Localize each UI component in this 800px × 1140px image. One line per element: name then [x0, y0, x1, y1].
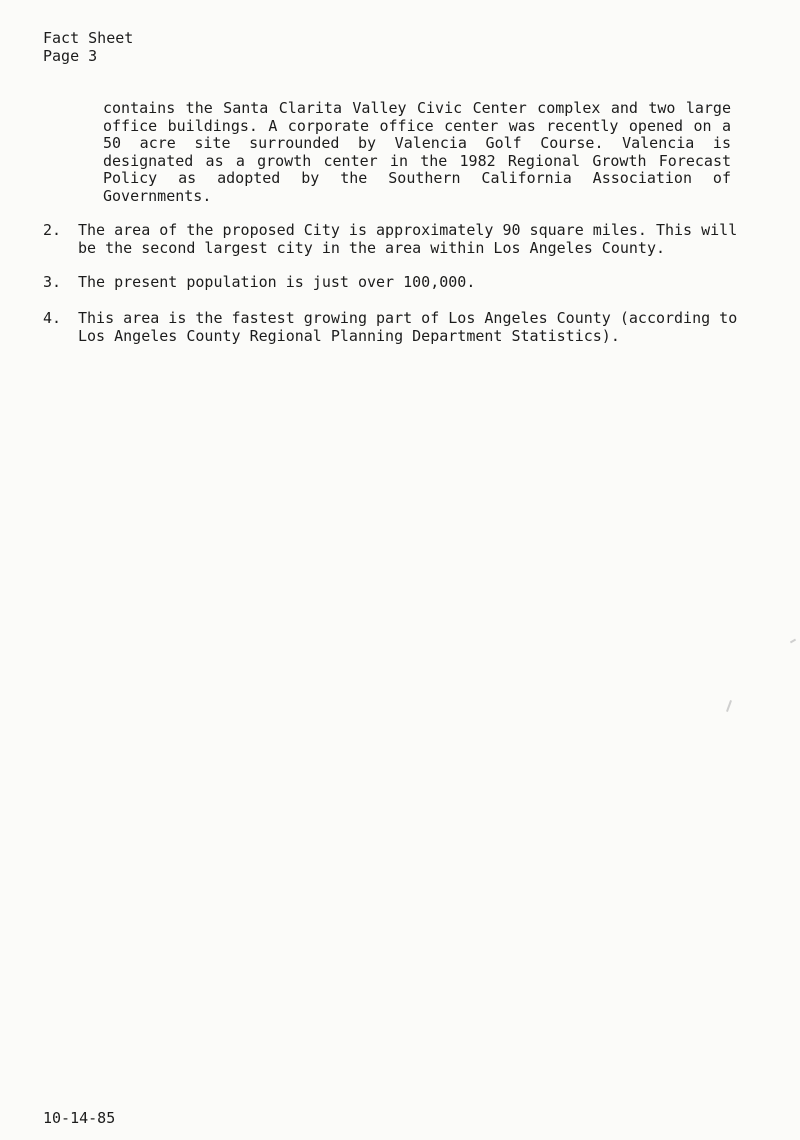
list-item-text: [78, 221, 738, 257]
paper-mark: [790, 639, 796, 644]
list-item-line: Los Angeles County Regional Planning Department Statistics).: [78, 326, 620, 345]
continued-paragraph: [103, 100, 731, 205]
list-item-text: [78, 274, 733, 292]
list-item-text: [78, 309, 738, 345]
list-item-line: be the second largest city in the area within Los Angeles County.: [78, 238, 665, 257]
paragraph-line: office buildings. A corporate office center was recently opened on a: [103, 116, 731, 135]
header-title: Fact Sheet: [43, 29, 134, 47]
list-item-line: This area is the fastest growing part of Los Angeles County (according to: [78, 309, 738, 327]
list-item-number: 3.: [43, 273, 62, 291]
paragraph-line: Policy as adopted by the Southern California Association of: [103, 169, 731, 187]
paragraph-line: Governments.: [103, 186, 212, 205]
list-item-line: The present population is just over 100,000.: [78, 273, 476, 291]
paper-mark: [726, 700, 732, 712]
footer-date: 10-14-85: [43, 1109, 116, 1127]
list-item-number: 2.: [43, 221, 62, 239]
paragraph-line: contains the Santa Clarita Valley Civic Center complex and two large: [103, 99, 731, 117]
paragraph-line: 50 acre site surrounded by Valencia Golf Course. Valencia is: [103, 134, 731, 152]
list-item-number: 4.: [43, 309, 62, 327]
page-header: [43, 30, 133, 65]
header-page-number: Page 3: [43, 46, 98, 65]
paragraph-line: designated as a growth center in the 1982 Regional Growth Forecast: [103, 151, 731, 170]
list-item-line: The area of the proposed City is approximately 90 square miles. This will: [78, 221, 738, 239]
